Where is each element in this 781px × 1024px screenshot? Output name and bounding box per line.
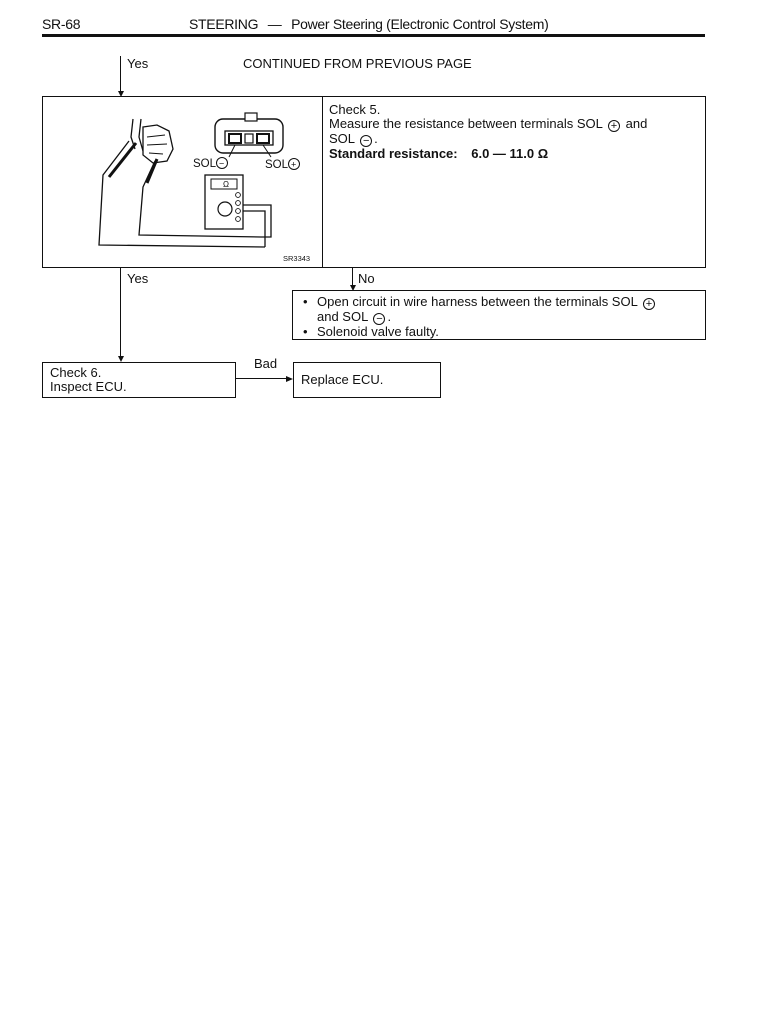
check5-box (42, 96, 706, 268)
check5-title: Check 5. (329, 102, 381, 117)
check5-period: . (374, 130, 378, 146)
page-title (189, 16, 548, 32)
fault-item1-period: . (387, 309, 392, 324)
check5-divider (322, 97, 323, 267)
page-number: SR-68 (42, 16, 81, 32)
minus-circle-icon: − (373, 313, 385, 325)
yes-label-top: Yes (127, 56, 149, 71)
check6-box (42, 362, 236, 398)
flow-line-top (120, 56, 121, 92)
bad-label: Bad (254, 356, 278, 371)
subsection-title: Power Steering (Electronic Control System) (291, 16, 549, 32)
check5-instruction-line1 (329, 117, 699, 132)
sol-minus-label: SOL (193, 158, 217, 170)
fault-item1-text: Open circuit in wire harness between the terminals SOL (317, 294, 638, 309)
fault-item-solenoid: • Solenoid valve faulty. (293, 325, 703, 339)
check6-action: Inspect ECU. (50, 379, 127, 394)
plus-symbol: + (291, 159, 297, 170)
plus-circle-icon: + (643, 298, 655, 310)
replace-ecu-box (293, 362, 441, 398)
check5-and: and (625, 115, 648, 131)
standard-resistance-value: 6.0 — 11.0 Ω (471, 145, 549, 161)
sol-plus-label: SOL (265, 159, 289, 171)
check5-text (329, 103, 699, 160)
fault-item1-text-b: and SOL (317, 309, 368, 324)
fault-box (292, 290, 706, 340)
fault-list (293, 295, 703, 339)
flow-line-bad (236, 378, 288, 379)
continued-label: CONTINUED FROM PREVIOUS PAGE (243, 56, 472, 71)
check5-line2-text: SOL (329, 130, 355, 146)
flow-line-yes (120, 268, 121, 360)
header-rule (42, 34, 705, 37)
minus-symbol: − (219, 158, 225, 169)
arrow-right-icon (286, 376, 293, 382)
ohm-label: Ω (223, 180, 229, 189)
plus-circle-icon: + (608, 120, 620, 132)
replace-ecu-label: Replace ECU. (301, 372, 384, 387)
minus-circle-icon: − (360, 135, 372, 147)
check5-instruction-line2 (329, 132, 699, 147)
connector-diagram (43, 97, 322, 267)
title-dash: — (267, 16, 282, 32)
check5-figure (43, 97, 322, 267)
check5-line1-text: Measure the resistance between terminals SOL (329, 115, 603, 131)
standard-resistance (329, 147, 699, 161)
yes-label-mid: Yes (127, 271, 149, 286)
standard-resistance-label: Standard resistance: (329, 145, 458, 161)
figure-code: SR3343 (283, 254, 311, 263)
flow-line-no (352, 268, 353, 286)
no-label: No (358, 271, 375, 286)
fault-item-open-circuit (293, 295, 703, 325)
section-title: STEERING (189, 16, 259, 32)
check6-title: Check 6. (50, 365, 102, 380)
